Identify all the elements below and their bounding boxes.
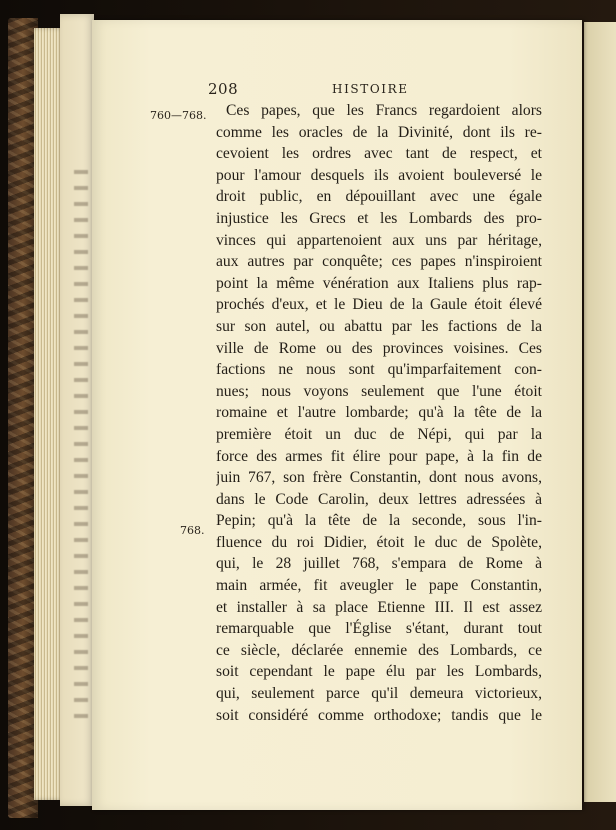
page-number: 208 [208,80,239,98]
text-line: ce siècle, déclarée ennemie des Lombards, ce [216,641,542,659]
text-line: main armée, fit aveugler le pape Constantin, [216,577,542,595]
text-line: factions ne nous sont qu'imparfaitement con- [216,361,542,379]
text-line: pour l'amour desquels ils avoient bouleversé le [216,166,542,184]
margin-date: 768. [180,524,205,537]
text-line: injustice les Grecs et les Lombards des pro- [216,209,542,227]
text-line: ville de Rome ou des provinces voisines. Ces [216,339,542,357]
text-line: fluence du roi Didier, étoit le duc de Spolète, [216,533,542,551]
text-line: droit public, en dépouillant avec une égale [216,188,542,206]
running-title: HISTOIRE [332,82,409,96]
text-line: nues; nous voyons seulement que l'une étoit [216,382,542,400]
text-line: point la même vénération aux Italiens plus rap- [216,274,542,292]
text-line: vinces qui appartenoient aux uns par héritage, [216,231,542,249]
text-line: et installer à sa place Etienne III. Il est assez [216,598,542,616]
text-line: cevoient les ordres avec tant de respect, et [216,145,542,163]
text-line: première étoit un duc de Népi, qui par la [216,425,542,443]
text-line: soit considéré comme orthodoxe; tandis que le [216,706,542,724]
bleed-through-text [74,170,88,730]
text-line: romaine et l'autre lombarde; qu'à la tête de la [216,404,542,422]
text-line: dans le Code Carolin, deux lettres adressées à [216,490,542,508]
book-page [92,20,582,810]
text-line: soit cependant le pape élu par les Lombards, [216,663,542,681]
text-line: comme les oracles de la Divinité, dont ils re- [216,123,542,141]
text-line: sur son autel, ou abattu par les factions de la [216,317,542,335]
margin-date-range: 760—768. [150,109,207,122]
text-line: qui, seulement parce qu'il demeura victorieux, [216,685,542,703]
text-line: aux autres par conquête; ces papes n'inspiroient [216,253,542,271]
next-page-edge [584,22,616,802]
text-line: remarquable que l'Église s'étant, durant tout [216,620,542,638]
text-line: juin 767, son frère Constantin, dont nous avons, [216,469,542,487]
text-line: prochés d'eux, et le Dieu de la Gaule étoit élevé [216,296,542,314]
text-line: Pepin; qu'à la tête de la seconde, sous l'in- [216,512,542,530]
text-line: force des armes fit élire pour pape, à la fin de [216,447,542,465]
body-text [216,100,542,726]
text-line: qui, le 28 juillet 768, s'empara de Rome à [216,555,542,573]
text-line: Ces papes, que les Francs regardoient alors [226,102,542,119]
